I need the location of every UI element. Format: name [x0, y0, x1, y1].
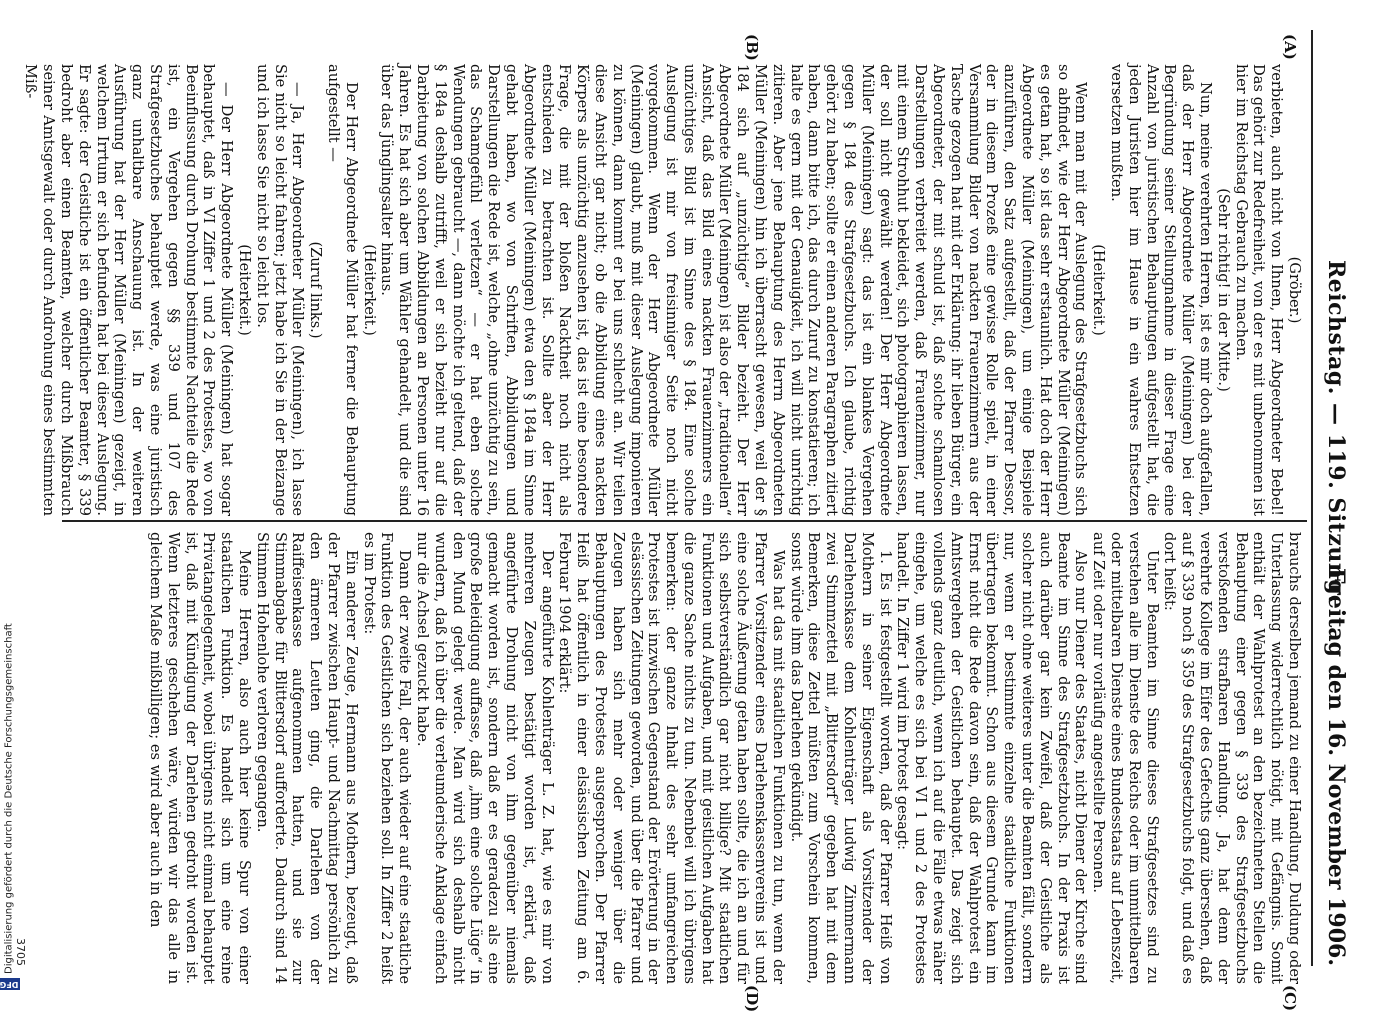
margin-mark-d: (D) — [743, 985, 761, 1012]
left-paragraph: (Heiterkeit.) — [235, 244, 253, 336]
left-paragraph: verbieten, auch nicht von Ihnen, Herr Abgeordneter Bebel! Das gehört zur Redefreiheit, von der es mit unbenommen ist hier im Reichstag Gebrauch zu machen. — [1232, 64, 1286, 516]
right-paragraph: 1. Es ist festgestellt worden, daß der Pfarrer Heiß von Mothern in seiner Eigenschaft als Vorsitzender der Darlehenskasse dem Kohlenträger Ludwig Zimmermann zwei Stimmzettel mit „Blittersdorf“ gegeben hat mit dem Bemerken, diese Zettel müßten zum Vorschein kommen, sonst würde ihm das Darlehen gekündigt. — [787, 532, 894, 984]
left-paragraph: Der Herr Abgeordnete Müller hat ferner die Behauptung aufgestellt — — [324, 64, 360, 516]
right-paragraph: brauchs derselben jemand zu einer Handlung, Duldung oder Unterlassung widerrechtlich nötigt, mit Gefängnis. Somit enthält der Wahlprotest an den bezeichneten Stellen die Behauptung einer gegen § 339 des Strafgesetzbuchs verstoßenden strafbaren Handlung. Ja, hat denn der verehrte Kollege im Eifer des Gefechts ganz übersehen, daß auf § 339 noch § 359 des Strafgesetzbuchs folgt, und daß es dort heißt: — [1161, 532, 1303, 984]
left-paragraph: (Zuruf links.) — [307, 241, 325, 339]
right-column — [146, 532, 1303, 984]
left-paragraph: (Heiterkeit.) — [1090, 244, 1108, 336]
digitization-note — [0, 10, 19, 990]
header-rule — [1311, 30, 1313, 966]
margin-mark-a: (A) — [1281, 34, 1299, 60]
page-header — [1313, 30, 1353, 966]
right-paragraph: Was hat das mit staatlichen Funktionen zu tun, wenn der Pfarrer Vorsitzender eines Darlehenskassenvereins ist und eine solche Äußerung getan haben sollte, die ich an und für sich selbstverständlich gar nicht billige? Mit staatlichen Funktionen und Aufgaben, und mit geistlichen Aufgaben hat die ganze Sache nichts zu tun. Nebenbei will ich übrigens bemerken: der ganze Inhalt des sehr umfangreichen Protestes ist inzwischen Gegenstand der Erörterung in der elsässischen Zeitungen geworden, und über die Pfarrer und Zeugen haben sich mehr oder weniger über die Behauptungen des Protestes ausgesprochen. Der Pfarrer Heiß hat öffentlich in einer elsässischen Zeitung am 6. Februar 1904 erklärt: — [556, 532, 787, 984]
left-paragraph: (Heiterkeit.) — [360, 244, 378, 336]
right-paragraph: Ein anderer Zeuge, Hermann aus Mothern, bezeugt, daß der Pfarrer zwischen Haupt- und Nachmittag persönlich zu den ärmeren Leuten ging, die Darlehen von der Raiffeisenkasse aufgenommen hatten, und sie zur Stimmabgabe für Blittersdorf aufforderte. Dadurch sind 14 Stimmen Hohenlohe verloren gegangen. — [253, 532, 360, 984]
dfg-logo: DFG — [0, 980, 19, 989]
margin-mark-c: (C) — [1281, 985, 1299, 1012]
left-paragraph: (Sehr richtig! in der Mitte.) — [1214, 188, 1232, 392]
margin-mark-b: (B) — [743, 34, 761, 61]
header-title: Reichstag. — 119. Sitzung. — [1323, 260, 1349, 604]
right-paragraph: Der angeführte Kohlenträger L. Z. hat, wie es mir von mehreren Zeugen bestätigt worden ist, erklärt, daß angeführte Drohung nicht von ihm gegenüber niemals gemacht worden ist, sondern daß er es geradezu als eine große Beleidigung auffasse, daß „ihm eine solche Lüge“ in den Mund gelegt werde. Man wird sich deshalb nicht wundern, daß ich über die verleumderische Anklage einfach nur die Achsel gezuckt habe. — [413, 532, 556, 984]
right-paragraph: Meine Herren, also auch hier keine Spur von einer staatlichen Funktion. Es handelt sich um eine reine Privatangelegenheit, wobei übrigens nicht einmal behauptet ist, daß mit Kündigung der Darlehen gedroht worden ist. Wenn letzteres geschehen wäre, würden wir das alle in gleichem Maße mißbilligen; es wird aber auch in den — [147, 532, 253, 984]
left-paragraph: Wenn man mit der Auslegung des Strafgesetzbuchs sich so abfindet, wie der Herr Abgeordnete Müller (Meiningen) es getan hat, so ist das sehr erstaunlich. Hat doch der Herr Abgeordnete Müller (Meiningen), um einige Beispiele anzuführen, den Satz aufgestellt, daß der Pfarrer Dessor, der in diesem Prozeß eine gewisse Rolle spielt, in einer Versammlung Bilder von nackten Frauenzimmern aus der Tasche gezogen hat mit der Erklärung: ihr lieben Bürger, ein Abgeordneter, der mit schuld ist, daß solche schamlosen Darstellungen verbreitet werden, daß Frauenzimmer, nur mit einem Strohhut bekleidet, sich photographieren lassen, der soll nicht gewählt werden! Der Herr Abgeordnete Müller (Meiningen) sagt: das ist ein blankes Vergehen gegen § 184 des Strafgesetzbuchs. Ich glaube, richtig gehört zu haben; sollte er einen anderen Paragraphen zitiert haben, dann bitte ich, das durch Zuruf zu konstatieren; ich halte es gern mit der Genauigkeit, ich will nicht unrichtig zitieren. Aber jene Behauptung des Herrn Abgeordneten Müller (Meiningen) hin ich überrascht gewesen, weil der § 184 sich auf „unzüchtige“ Bilder bezieht. Der Herr Abgeordnete Müller (Meiningen) ist also der „traditionellen“ Ansicht, daß das Bild eines nackten Frauenzimmers ein unzüchtiges Bild ist im Sinne des § 184. Eine solche Auslegung ist mir von freisinniger Seite noch nicht vorgekommen. Wenn der Herr Abgeordnete Müller (Meiningen) glaubt, muß mit dieser Auslegung imponieren zu können, dann kommt er bei uns schlecht an. Wir teilen diese Ansicht gar nicht; ob die Abbildung eines nackten Körpers als unzüchtig anzusehen ist, das ist eine besondere Frage, die mit der bloßen Nacktheit noch nicht als entschieden zu betrachten ist. Sollte aber der Herr Abgeordnete Müller (Meiningen) etwa den § 184a im Sinne gehabt haben, wo von Schriften, Abbildungen und Darstellungen die Rede ist, welche, „ohne unzüchtig zu sein, das Schamgefühl verletzen“ — er hat eben solche Wendungen gebraucht —, dann möchte ich geltend, daß der § 184a deshalb zutrifft, weil er sich bezieht nur auf die Darbietung von solchen Abbildungen an Personen unter 16 Jahren. Es hat sich aber um Wähler gehandelt, und die sind über das Jünglingsalter hinaus. — [378, 64, 1090, 516]
left-paragraph: — Der Herr Abgeordnete Müller (Meiningen) hat sogar behauptet, daß in VI Ziffer 1 und 2 des Protestes, wo von Beeinflussung durch Drohung bestimmte Nachteile die Rede ist, ein Vergehen gegen §§ 339 und 107 des Strafgesetzbuches behauptet werde, was eine juristisch ganz unhaltbare Anschauung ist. In der weiteren Ausführung hat der Herr Müller (Meiningen) gezeigt, in welchem Irrtum er sich befunden hat bei dieser Auslegung. Er sagte: der Geistliche ist ein öffentlicher Beamter, § 339 bedroht aber einen Beamten, welcher durch Mißbrauch seiner Amtsgewalt oder durch Androhung eines bestimmten Miß- — [22, 64, 236, 516]
right-paragraph: Unter Beamten im Sinne dieses Strafgesetzes sind zu verstehen alle im Dienste des Reichs oder im unmittelbaren oder mittelbaren Dienste eines Bundesstaats auf Lebenszeit, auf Zeit oder nur vorläufig angestellte Personen. — [1090, 532, 1161, 984]
left-paragraph: — Ja, Herr Abgeordneter Müller (Meiningen), ich lasse Sie nicht so leicht fahren; jetzt habe ich Sie in der Beizange und ich lasse Sie nicht so leicht los. — [253, 64, 307, 516]
right-paragraph: Dann der zweite Fall, der auch wieder auf eine staatliche Funktion des Geistlichen sich beziehen soll. In Ziffer 2 heißt es im Protest: — [360, 532, 414, 984]
left-column — [22, 64, 1303, 516]
left-paragraph: (Gröber.) — [1286, 256, 1303, 324]
digitization-text: Digitalisierung gefördert durch die Deutsche Forschungsgemeinschaft — [3, 623, 15, 974]
right-paragraph: Also nur Diener des Staates, nicht Diener der Kirche sind Beamte im Sinne des Strafgesetzbuchs. In der Praxis ist auch darüber gar kein Zweifel, daß der Geistliche als solcher nicht ohne weiteres unter die Beamten fällt, sondern nur, wenn er bestimmte einzelne staatliche Funktionen übertragen bekommt. Schon aus diesem Grunde kann im Ernst nicht die Rede davon sein, daß der Wahlprotest ein Amtsvergehen der Geistlichen behauptet. Das zeigt sich vollends ganz deutlich, wenn ich auf die Fälle etwas näher eingehe, um welche es sich bei VI 1 und 2 des Protestes handelt. In Ziffer 1 wird im Protest gesagt: — [894, 532, 1090, 984]
page-number: 3705 — [14, 938, 27, 966]
column-divider — [62, 520, 1307, 522]
left-paragraph: Nun, meine verehrten Herren, ist es mir doch aufgefallen, daß der Herr Abgeordnete Müller (Meiningen) bei der Begründung seiner Stellungnahme in dieser Frage eine Anzahl von juristischen Behauptungen aufgestellt hat, die jeden Juristen hier im Hause in ein wahres Entsetzen versetzen mußten. — [1108, 64, 1215, 516]
header-date: Freitag den 16. November 1906. — [1323, 568, 1349, 966]
